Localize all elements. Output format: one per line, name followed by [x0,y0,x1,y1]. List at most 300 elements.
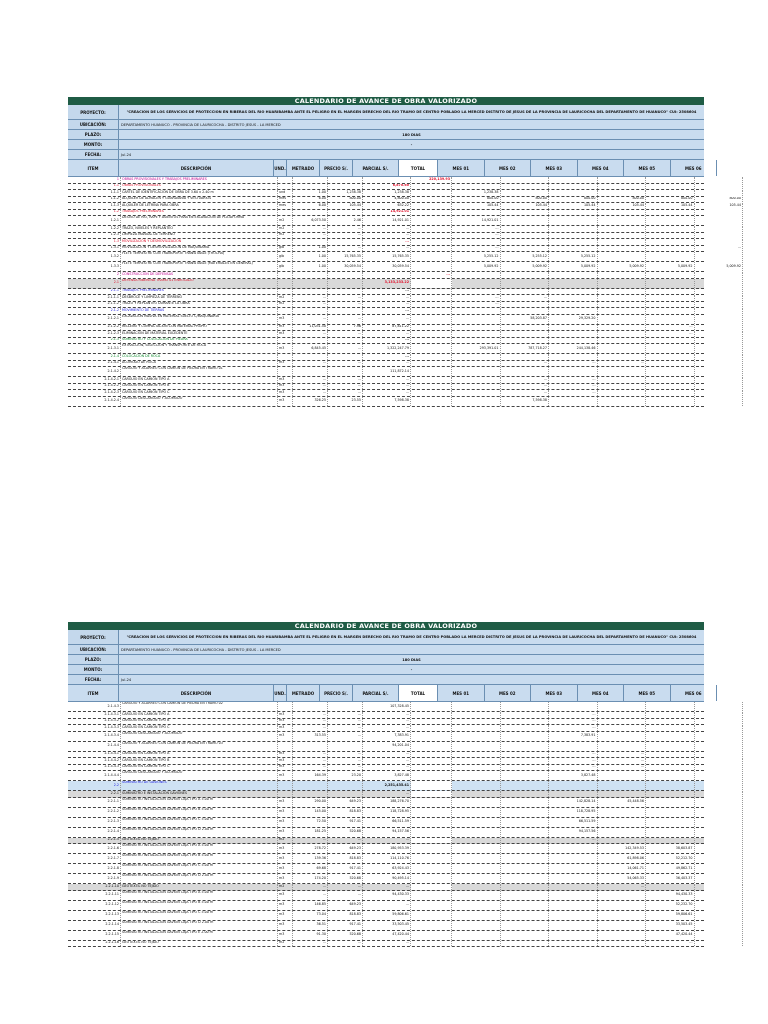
row-month-1 [452,818,501,827]
row-item-code: 2.1.4.4 [68,742,121,751]
row-month-5: 52,212.70 [646,854,695,863]
row-month-3 [549,742,598,751]
row-total [411,901,452,910]
row-total [411,808,452,817]
row-month-4 [598,325,647,331]
row-unit: m3 [278,325,293,331]
column-header: PRECIO S/. [320,685,353,701]
row-price: 2.46 [328,216,363,225]
row-month-6 [695,874,744,883]
row-metrado [293,367,328,376]
column-header: MES 01 [438,685,485,701]
row-month-5 [646,771,695,780]
row-month-1 [452,272,501,278]
row-total [411,818,452,827]
row-month-3: ... [549,377,598,383]
row-price [328,177,363,183]
row-unit: m3 [278,901,293,910]
row-month-3 [549,874,598,883]
row-metrado: 6,073.50 [293,216,328,225]
row-metrado: ... [293,315,328,324]
row-month-4 [598,911,647,920]
row-description: DESBROCE Y LIMPIEZA DE TERRENO [121,295,278,301]
row-price: ... [328,295,363,301]
row-month-5 [646,226,695,232]
row-month-2 [501,891,550,900]
row-month-1 [452,901,501,910]
row-month-3: 94,157.56 [549,828,598,837]
row-month-4: 14,061.71 [598,864,647,873]
row-price [328,279,363,288]
row-month-2 [501,308,550,314]
row-month-2 [501,781,550,790]
row-description: SUMINISTRO INSTALACION GAVION CAJA TIPO C 5.00 m [121,864,278,873]
row-item-code: 2.1.4.3 [68,702,121,711]
row-unit: m3 [278,719,293,725]
row-month-5: 49,862.71 [646,864,695,873]
row-total [411,712,452,718]
header-row [68,655,704,665]
row-price [328,781,363,790]
row-item-code: 1.3 [68,239,121,245]
column-header: MES 06 [671,685,718,701]
row-month-2 [501,190,550,196]
row-item-code: 2.2.1.13 [68,911,121,920]
row-month-3 [549,302,598,308]
row-month-1: 5,255.12 [452,252,501,261]
row-month-1 [452,781,501,790]
row-month-6 [695,377,744,383]
row-unit: und [278,190,293,196]
row-metrado: 139.36 [293,854,328,863]
header-value: Jul-24 [121,677,132,682]
row-month-6 [695,367,744,376]
row-total [411,765,452,771]
row-description: CARGUIO EN CAMION TIPO B [121,719,278,725]
row-month-6 [695,272,744,278]
column-header: MES 03 [531,685,578,701]
header-row [68,645,704,655]
row-month-4: ... [598,758,647,764]
row-month-4 [598,377,647,383]
row-price: 7.96 [328,325,363,331]
row-month-5 [646,702,695,711]
row-partial: 118,728.95 [363,808,411,817]
row-month-5 [646,246,695,252]
row-month-4: 54,065.33 [598,874,647,883]
row-description: CONSTRUCCION DE DEFENSAS [121,272,278,278]
row-month-3: ... [549,765,598,771]
row-month-1 [452,325,501,331]
row-partial: 111,872.14 [363,367,411,376]
row-month-6 [695,216,744,225]
row-month-1 [452,338,501,344]
row-price: 818.83 [328,911,363,920]
row-month-5 [646,354,695,360]
row-unit: m3 [278,725,293,731]
row-month-5: ... [646,331,695,337]
row-total [411,279,452,288]
row-month-6 [695,361,744,367]
row-month-5: 33,503.45 [646,921,695,930]
row-month-1: ... [452,226,501,232]
table-row [68,732,704,742]
row-month-5 [646,828,695,837]
row-total [411,367,452,376]
row-month-3 [549,239,598,245]
row-month-3 [549,331,598,337]
row-month-1: 5,009.92 [452,262,501,271]
row-item-code: 1.1 [68,184,121,190]
row-month-1 [452,742,501,751]
row-month-6 [695,279,744,288]
row-month-6 [695,818,744,827]
row-unit: m3 [278,931,293,940]
row-metrado: 181.25 [293,828,328,837]
row-unit: glb [278,262,293,271]
table-row [68,279,704,289]
row-item-code: 2.1.1.1 [68,295,121,301]
row-month-4: 800.00 [598,197,647,203]
row-unit: mes [278,197,293,203]
header-row [68,130,704,140]
row-description: ALQUILER DE LETRINA PARA OBRA [121,203,278,209]
row-month-4 [598,921,647,930]
row-price [328,308,363,314]
row-metrado: 313.55 [293,732,328,741]
row-month-2 [501,702,550,711]
row-month-5 [646,742,695,751]
row-month-4 [598,390,647,396]
row-price: 23.55 [328,397,363,406]
row-metrado [293,210,328,216]
row-month-2 [501,302,550,308]
row-metrado: ... [293,295,328,301]
header-row [68,630,704,645]
row-month-2: ... [501,390,550,396]
row-month-5 [646,719,695,725]
row-month-1 [452,331,501,337]
row-description: CARGUIO EN CAMION TIPO C [121,765,278,771]
table-row [68,911,704,921]
row-month-5: 36,403.37 [646,874,695,883]
row-metrado [293,354,328,360]
row-description: CARGUIO DESCARGUIO Y ACOMODO [121,771,278,780]
row-item-code: 2.1.3 [68,338,121,344]
row-partial: 114,110.76 [363,854,411,863]
row-item-code: 2.1.4 [68,354,121,360]
row-price: 105.44 [328,203,363,209]
row-month-1 [452,854,501,863]
row-unit: m3 [278,361,293,367]
row-month-1: ... [452,295,501,301]
row-month-4 [598,828,647,837]
row-price: ... [328,765,363,771]
row-month-5 [646,361,695,367]
table-row [68,781,704,791]
row-price: ... [328,331,363,337]
row-metrado: 36.51 [293,921,328,930]
row-total [411,921,452,930]
row-month-2: 7,598.38 [501,397,550,406]
row-description: SUMINISTRO INSTALACION GAVION CAJA TIPO B 5.00 m [121,901,278,910]
row-metrado [293,781,328,790]
row-month-6 [695,891,744,900]
row-partial: ... [363,752,411,758]
column-header: PARCIAL S/. [353,160,399,176]
row-month-5 [646,752,695,758]
row-month-2: ... [501,384,550,390]
row-month-4 [598,233,647,239]
row-metrado: ... [293,712,328,718]
row-total [411,725,452,731]
row-month-5 [646,384,695,390]
row-total [411,798,452,807]
row-total [411,781,452,790]
row-month-5 [646,758,695,764]
row-unit: m2 [278,884,293,890]
row-metrado [293,177,328,183]
row-total [411,838,452,844]
row-month-2 [501,921,550,930]
row-price [328,272,363,278]
row-item-code: 2.2.1.6 [68,844,121,853]
row-metrado: 6.00 [293,197,328,203]
table-row [68,742,704,752]
row-partial: ... [363,295,411,301]
row-description: SUMINISTRO INSTALACION GAVION CAJA TIPO B 5.00 m [121,854,278,863]
row-price: 520.68 [328,828,363,837]
row-price: 1,238.38 [328,190,363,196]
row-month-2 [501,289,550,295]
row-month-1 [452,844,501,853]
row-description: CARGUIO EN CAMION TIPO A [121,712,278,718]
row-month-3 [549,791,598,797]
row-month-4 [598,279,647,288]
table-row [68,397,704,407]
row-month-1 [452,771,501,780]
row-month-3 [549,338,598,344]
row-total [411,884,452,890]
row-month-5 [646,367,695,376]
row-month-4 [598,252,647,261]
row-total [411,854,452,863]
row-unit: m3 [278,384,293,390]
row-unit [278,210,293,216]
row-month-3 [549,289,598,295]
row-month-3 [549,233,598,239]
row-description: CARTEL DE IDENTIFICACION DE OBRA DE 3.60 x 2.40 m [121,190,278,196]
row-unit: m3 [278,828,293,837]
row-month-1: ... [452,233,501,239]
row-description: CARGUIO Y ACARREO CON CAMION DE PIEDRA EN TRAMO 03 [121,742,278,751]
row-month-2 [501,239,550,245]
row-partial: 94,430.33 [363,891,411,900]
row-item-code: 2.2.1 [68,791,121,797]
row-partial [363,272,411,278]
row-description: GEOTEXTIL NO TEJIDO [121,941,278,947]
row-month-6 [695,838,744,844]
row-partial: ... [363,901,411,910]
row-month-3 [549,941,598,947]
row-description: ALQUILER DE ALMACEN Y GUARDIANIA Y VESTUARIOS [121,197,278,203]
row-month-5 [646,210,695,216]
row-description: CARGUIO DESCARGUIO Y ACOMODO [121,397,278,406]
row-month-2 [501,233,550,239]
row-month-4 [598,901,647,910]
row-description: MOVILIZACION Y DESMOVILIZACION DE MAQUINARIA [121,246,278,252]
row-month-4 [598,742,647,751]
row-description: ACOMODO DE ROCA [121,361,278,367]
row-item-code: 1.3.1 [68,246,121,252]
row-month-1 [452,732,501,741]
row-month-1 [452,397,501,406]
row-month-3 [549,397,598,406]
row-month-1 [452,874,501,883]
row-unit: m3 [278,921,293,930]
row-metrado: ... [293,884,328,890]
row-month-5 [646,344,695,353]
row-description: CARGUIO EN CAMION TIPO A [121,377,278,383]
row-description: ELIMINACION DE MATERIAL EXCEDENTE [121,331,278,337]
row-unit: m2 [278,216,293,225]
row-unit: m3 [278,331,293,337]
row-month-4 [598,781,647,790]
row-item-code: 2.1.4.2.4 [68,397,121,406]
header-label: UBICACIÓN: [68,120,119,129]
row-month-2 [501,911,550,920]
row-month-2 [501,216,550,225]
row-month-1 [452,791,501,797]
header-value: DEPARTAMENTO HUANUCO - PROVINCIA DE LAURICOCHA - DISTRITO JESUS - LA MERCED [121,647,281,652]
table-body [68,702,704,947]
row-month-5 [646,781,695,790]
sheet-title: CALENDARIO DE AVANCE DE OBRA VALORIZADO [68,97,704,105]
row-item-code: 2.1.3.1 [68,344,121,353]
row-month-4 [598,838,647,844]
row-total: ... [411,272,452,278]
row-unit: m3 [278,315,293,324]
row-total [411,390,452,396]
row-month-4 [598,302,647,308]
row-total [411,315,452,324]
row-month-1 [452,289,501,295]
row-month-6 [695,338,744,344]
row-month-5 [646,308,695,314]
row-unit: m3 [278,344,293,353]
table-row [68,854,704,864]
row-unit: m3 [278,874,293,883]
row-price: ... [328,838,363,844]
row-month-1 [452,828,501,837]
row-month-4: 105.44 [598,203,647,209]
table-row [68,844,704,854]
row-month-2 [501,901,550,910]
row-price: ... [328,712,363,718]
row-month-1 [452,308,501,314]
row-month-3 [549,246,598,252]
row-unit: m2 [278,838,293,844]
row-month-1 [452,361,501,367]
row-unit: m3 [278,854,293,863]
row-description: GEOTEXTIL NO TEJIDO [121,884,278,890]
row-month-2: ... [501,361,550,367]
row-item-code: 2.2.1.14 [68,921,121,930]
row-item-code: 2.1.4.4.1 [68,752,121,758]
header-label: MONTO: [68,140,119,149]
row-partial: 1,322,247.79 [363,344,411,353]
row-month-3 [549,226,598,232]
row-month-1 [452,921,501,930]
row-month-3: 29,329.20 [549,315,598,324]
row-unit [278,184,293,190]
row-month-6: 5,009.92 [695,262,744,271]
row-item-code: 2.2.1.12 [68,901,121,910]
row-description: DESVIO DE RIO, RAPE Y ASIENTOS PARA EN EXCAVACION DE PLATAFORMA [121,216,278,225]
header-row [68,140,704,150]
row-month-1: 105.44 [452,203,501,209]
row-month-6 [695,184,744,190]
row-month-4 [598,315,647,324]
row-month-5 [646,252,695,261]
row-total: 220,139.93 [411,177,452,183]
row-partial: ... [363,390,411,396]
row-month-1: 800.00 [452,197,501,203]
row-month-4 [598,791,647,797]
row-item-code: 2.2.1.7 [68,854,121,863]
header-row [68,665,704,675]
row-month-3 [549,177,598,183]
row-item-code: 2.1.2.1 [68,315,121,324]
row-partial: 2,251,435.41 [363,781,411,790]
row-metrado: 1.00 [293,246,328,252]
row-partial: ... [363,377,411,383]
row-month-2 [501,354,550,360]
row-item-code: 2.2 [68,781,121,790]
header-row [68,675,704,685]
column-header: DESCRIPCIÓN [119,685,274,701]
row-month-3 [549,931,598,940]
table-row [68,931,704,941]
row-description: TRAZO Y REPLANTEO DURANTE LA OBRA [121,302,278,308]
row-description: OBRAS PROVISIONALES Y TRABAJOS PRELIMINARES [121,177,278,183]
row-month-6 [695,901,744,910]
table-row [68,864,704,874]
row-description: RELLENO Y COMPACTACION CON MATERIAL PROPIO [121,325,278,331]
row-month-6 [695,732,744,741]
row-total [411,791,452,797]
row-month-3 [549,325,598,331]
row-month-1 [452,891,501,900]
row-unit [278,742,293,751]
row-partial: 15,765.35 [363,252,411,261]
column-header: ITEM [68,685,119,701]
row-price: ... [328,246,363,252]
row-item-code: 2.1.4.3.1 [68,712,121,718]
row-partial: ... [363,302,411,308]
row-month-5: 5,009.92 [646,262,695,271]
row-month-2 [501,818,550,827]
row-month-4: 5,009.92 [598,262,647,271]
row-month-6 [695,844,744,853]
header-value: - [410,142,413,147]
row-month-4 [598,289,647,295]
row-partial: ... [363,308,411,314]
row-item-code: 2.2.1.2 [68,808,121,817]
row-description: SUMINISTRO DE GAVIONES [121,781,278,790]
row-total [411,941,452,947]
row-unit: m2 [278,941,293,947]
